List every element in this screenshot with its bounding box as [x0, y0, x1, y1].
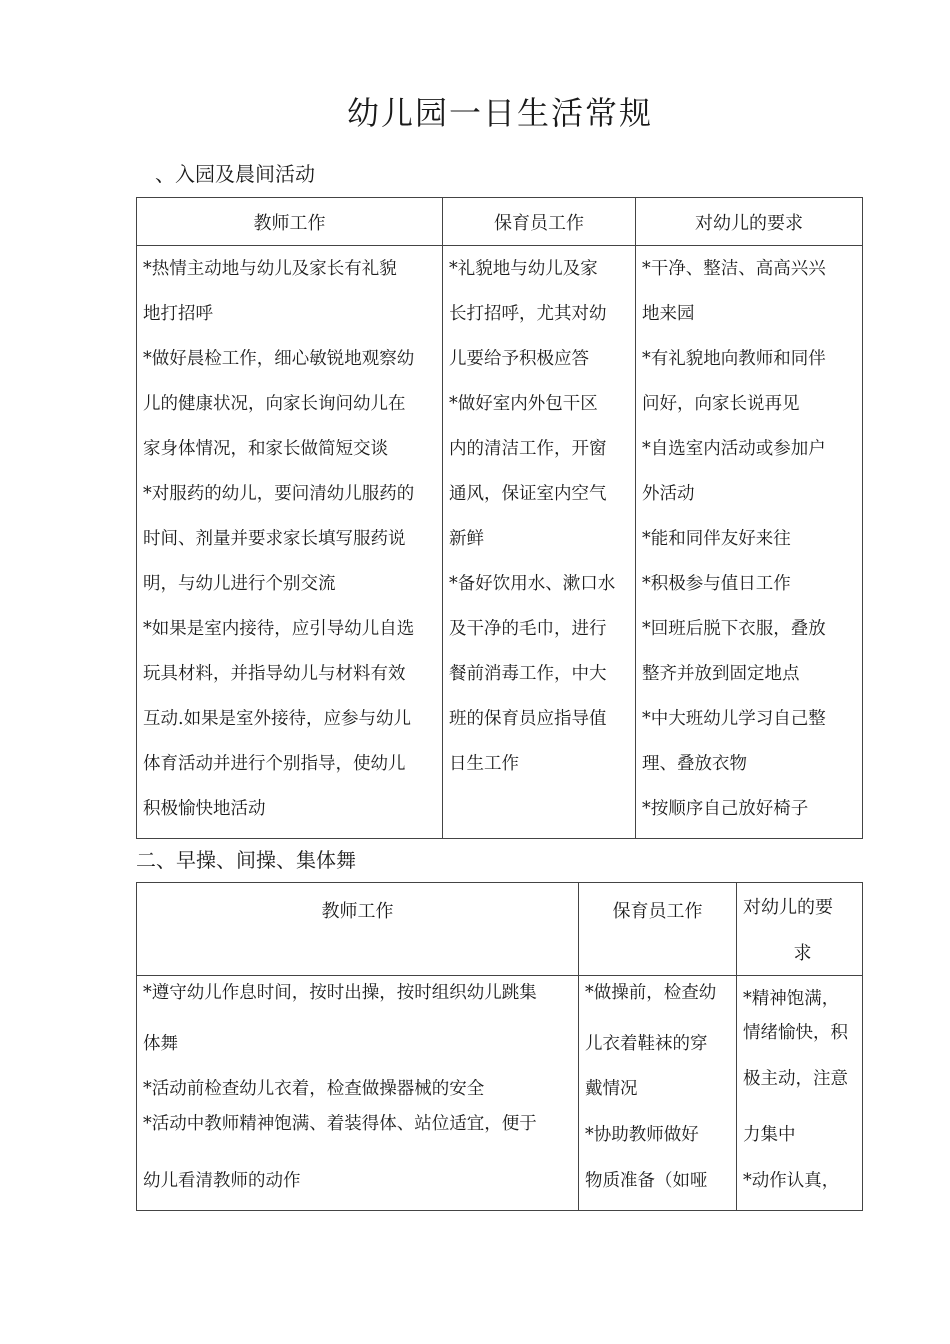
text-line: 体舞	[143, 1034, 178, 1054]
header-child-line2: 求	[793, 943, 812, 964]
teacher-lines	[137, 246, 442, 838]
section-1-heading: 、入园及晨间活动	[155, 162, 315, 186]
text-line: 儿要给予积极应答	[449, 349, 589, 369]
text-line: 班的保育员应指导值	[449, 709, 607, 729]
child-lines	[636, 246, 862, 838]
text-line: *协助教师做好	[585, 1125, 699, 1145]
text-line: *做好室内外包干区	[449, 394, 598, 414]
text-line: *备好饮用水、漱口水	[449, 574, 616, 594]
text-line: 积极愉快地活动	[143, 799, 266, 819]
text-line: 长打招呼，尤其对幼	[449, 304, 607, 324]
document-title: 幼儿园一日生活常规	[346, 94, 653, 132]
text-line: 问好，向家长说再见	[642, 394, 800, 414]
header-nurse: 保育员工作	[443, 198, 636, 246]
text-line: 物质准备（如哑	[585, 1171, 708, 1191]
child-cell	[636, 246, 863, 839]
text-line: 极主动，注意	[743, 1069, 848, 1089]
text-line: 日生工作	[449, 754, 519, 774]
teacher-cell	[137, 246, 443, 839]
text-line: 地来园	[642, 304, 695, 324]
text-line: *做好晨检工作，细心敏锐地观察幼	[143, 349, 415, 369]
text-line: *礼貌地与幼儿及家	[449, 259, 598, 279]
text-line: 家身体情况，和家长做简短交谈	[143, 439, 388, 459]
nurse-cell	[443, 246, 636, 839]
header-child-line1: 对幼儿的要	[743, 897, 833, 918]
text-line: 戴情况	[585, 1079, 638, 1099]
text-line: *有礼貌地向教师和同伴	[642, 349, 826, 369]
text-line: 儿衣着鞋袜的穿	[585, 1034, 708, 1054]
text-line: 体育活动并进行个别指导，使幼儿	[143, 754, 406, 774]
text-line: 幼儿看清教师的动作	[143, 1171, 301, 1191]
child-cell	[737, 976, 863, 1211]
child-lines	[737, 976, 862, 1210]
text-line: *活动中教师精神饱满、着装得体、站位适宜，便于	[143, 1114, 537, 1134]
nurse-lines	[579, 976, 736, 1210]
nurse-lines	[443, 246, 635, 793]
text-line: 儿的健康状况，向家长询问幼儿在	[143, 394, 406, 414]
header-child: 对幼儿的要求	[636, 198, 863, 246]
table-2	[136, 882, 863, 1211]
text-line: 及干净的毛巾，进行	[449, 619, 607, 639]
text-line: *中大班幼儿学习自己整	[642, 709, 826, 729]
text-line: *回班后脱下衣服，叠放	[642, 619, 826, 639]
header-child	[737, 883, 863, 976]
text-line: *对服药的幼儿，要问清幼儿服药的	[143, 484, 415, 504]
text-line: *按顺序自己放好椅子	[642, 799, 809, 819]
nurse-cell	[579, 976, 737, 1211]
text-line: *精神饱满，	[743, 989, 840, 1009]
header-nurse: 保育员工作	[579, 883, 737, 976]
text-line: 餐前消毒工作，中大	[449, 664, 607, 684]
text-line: 地打招呼	[143, 304, 213, 324]
header-teacher: 教师工作	[137, 198, 443, 246]
section-2-heading: 二、早操、间操、集体舞	[136, 848, 356, 872]
text-line: 时间、剂量并要求家长填写服药说	[143, 529, 406, 549]
text-line: *能和同伴友好来往	[642, 529, 791, 549]
text-line: 力集中	[743, 1125, 796, 1145]
text-line: 整齐并放到固定地点	[642, 664, 800, 684]
text-line: 通风，保证室内空气	[449, 484, 607, 504]
text-line: *动作认真，	[743, 1171, 840, 1191]
text-line: 明，与幼儿进行个别交流	[143, 574, 336, 594]
text-line: 外活动	[642, 484, 695, 504]
text-line: 情绪愉快，积	[743, 1023, 848, 1043]
text-line: *自选室内活动或参加户	[642, 439, 826, 459]
header-teacher: 教师工作	[137, 883, 579, 976]
table-1	[136, 197, 863, 839]
text-line: *热情主动地与幼儿及家长有礼貌	[143, 259, 397, 279]
text-line: *做操前，检查幼	[585, 983, 717, 1003]
teacher-lines	[137, 976, 578, 1210]
text-line: 玩具材料，并指导幼儿与材料有效	[143, 664, 406, 684]
text-line: *干净、整洁、高高兴兴	[642, 259, 826, 279]
text-line: *如果是室内接待，应引导幼儿自选	[143, 619, 415, 639]
text-line: *遵守幼儿作息时间，按时出操，按时组织幼儿跳集	[143, 983, 537, 1003]
text-line: 新鲜	[449, 529, 484, 549]
text-line: *活动前检查幼儿衣着，检查做操器械的安全	[143, 1079, 485, 1099]
text-line: 理、叠放衣物	[642, 754, 747, 774]
text-line: 内的清洁工作，开窗	[449, 439, 607, 459]
text-line: 互动.如果是室外接待，应参与幼儿	[143, 709, 412, 729]
text-line: *积极参与值日工作	[642, 574, 791, 594]
teacher-cell	[137, 976, 579, 1211]
